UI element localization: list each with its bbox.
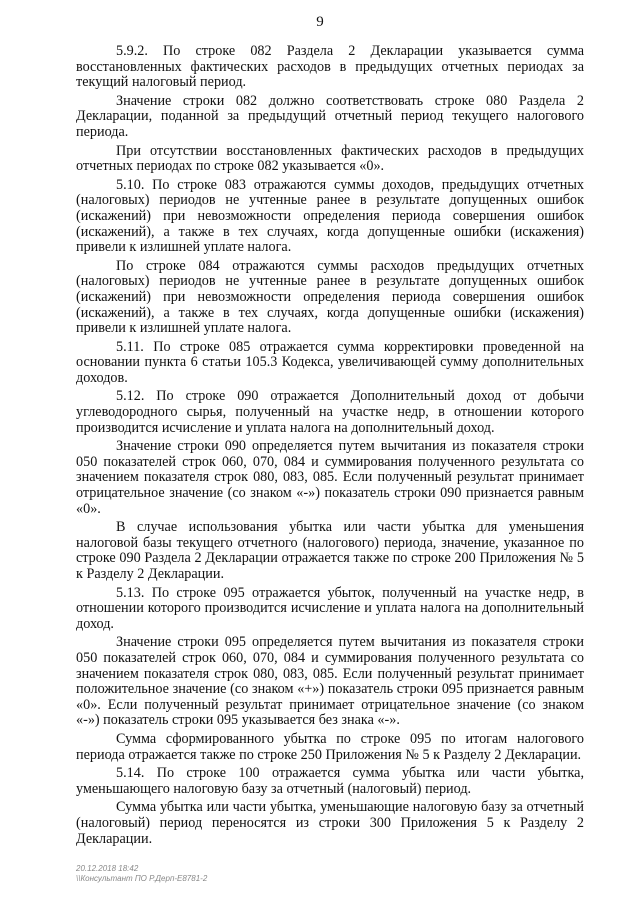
footer-timestamp: 20.12.2018 18:42 bbox=[76, 864, 139, 873]
paragraph-095-sum: Сумма сформированного убытка по строке 095 по итогам налогового периода отражается также по строке 250 Приложения № 5 к Разделу 2 Декларации. bbox=[76, 730, 584, 763]
paragraph-100-transfer: Сумма убытка или части убытка, уменьшающие налоговую базу за отчетный (налоговый) период переносятся из строки 300 Приложения 5 к Разделу 2 Декларации. bbox=[76, 799, 584, 847]
print-footer bbox=[76, 864, 207, 884]
paragraph-5-10: 5.10. По строке 083 отражаются суммы доходов, предыдущих отчетных (налоговых) периодов не учтенные ранее в результате допущенных ошибок (искажений) при невозможности определения периода совершения ошибок (искажений), а также в тех случаях, когда допущенные ошибки (искажения) привели к излишней уплате налога. bbox=[76, 176, 584, 256]
paragraph-090-value: Значение строки 090 определяется путем вычитания из показателя строки 050 показателей строк 060, 070, 084 и суммирования полученного результата со значением показателя строк 080, 083, 085. Если полученный результат принимает отрицательное значение (со знаком «-») показатель строки 090 признается равным «0». bbox=[76, 438, 584, 517]
paragraph-084: По строке 084 отражаются суммы расходов предыдущих отчетных (налоговых) периодов не учтенные ранее в результате допущенных ошибок (искажений) при невозможности определения периода совершения ошибок (искажений), а также в тех случаях, когда допущенные ошибки (искажения) привели к излишней уплате налога. bbox=[76, 257, 584, 337]
document-body bbox=[76, 44, 584, 850]
paragraph-090-loss: В случае использования убытка или части убытка для уменьшения налоговой базы текущего отчетного (налогового) периода, значение, указанное по строке 090 Раздела 2 Декларации отражается также по строке 200 Приложения № 5 к Разделу 2 Декларации. bbox=[76, 519, 584, 582]
footer-path: \\Консультант ПО Р.Дерп-E8781-2 bbox=[76, 874, 208, 883]
paragraph-5-13: 5.13. По строке 095 отражается убыток, полученный на участке недр, в отношении которого производится исчисление и уплата налога на дополнительный доход. bbox=[76, 584, 584, 632]
paragraph-5-11: 5.11. По строке 085 отражается сумма корректировки проведенной на основании пункта 6 статьи 105.3 Кодекса, увеличивающей сумму дополнительных доходов. bbox=[76, 338, 584, 386]
paragraph-082-value: Значение строки 082 должно соответствовать строке 080 Раздела 2 Декларации, поданной за предыдущий отчетный период текущего налогового периода. bbox=[76, 92, 584, 140]
paragraph-5-14: 5.14. По строке 100 отражается сумма убытка или части убытка, уменьшающего налоговую базу за отчетный (налоговый) период. bbox=[76, 765, 584, 797]
paragraph-5-12: 5.12. По строке 090 отражается Дополнительный доход от добычи углеводородного сырья, полученный на участке недр, в отношении которого производится исчисление и уплата налога на дополнительный доход. bbox=[76, 388, 584, 436]
page-number: 9 bbox=[316, 14, 324, 30]
paragraph-082-absent: При отсутствии восстановленных фактических расходов в предыдущих отчетных периодах по строке 082 указывается «0». bbox=[76, 142, 584, 175]
paragraph-5-9-2: 5.9.2. По строке 082 Раздела 2 Декларации указывается сумма восстановленных фактических расходов в предыдущих отчетных периодах за текущий налоговый период. bbox=[76, 43, 584, 91]
paragraph-095-value: Значение строки 095 определяется путем вычитания из показателя строки 050 показателей строк 060, 070, 084 и суммирования полученного результата со значением показателя строк 080, 083, 085. Если полученный результат принимает положительное значение (со знаком «+») показатель строки 095 признается равным «0». Если полученный результат принимает отрицательное значение (со знаком «-») показатель строки 095 указывается без знака «-». bbox=[76, 634, 584, 729]
